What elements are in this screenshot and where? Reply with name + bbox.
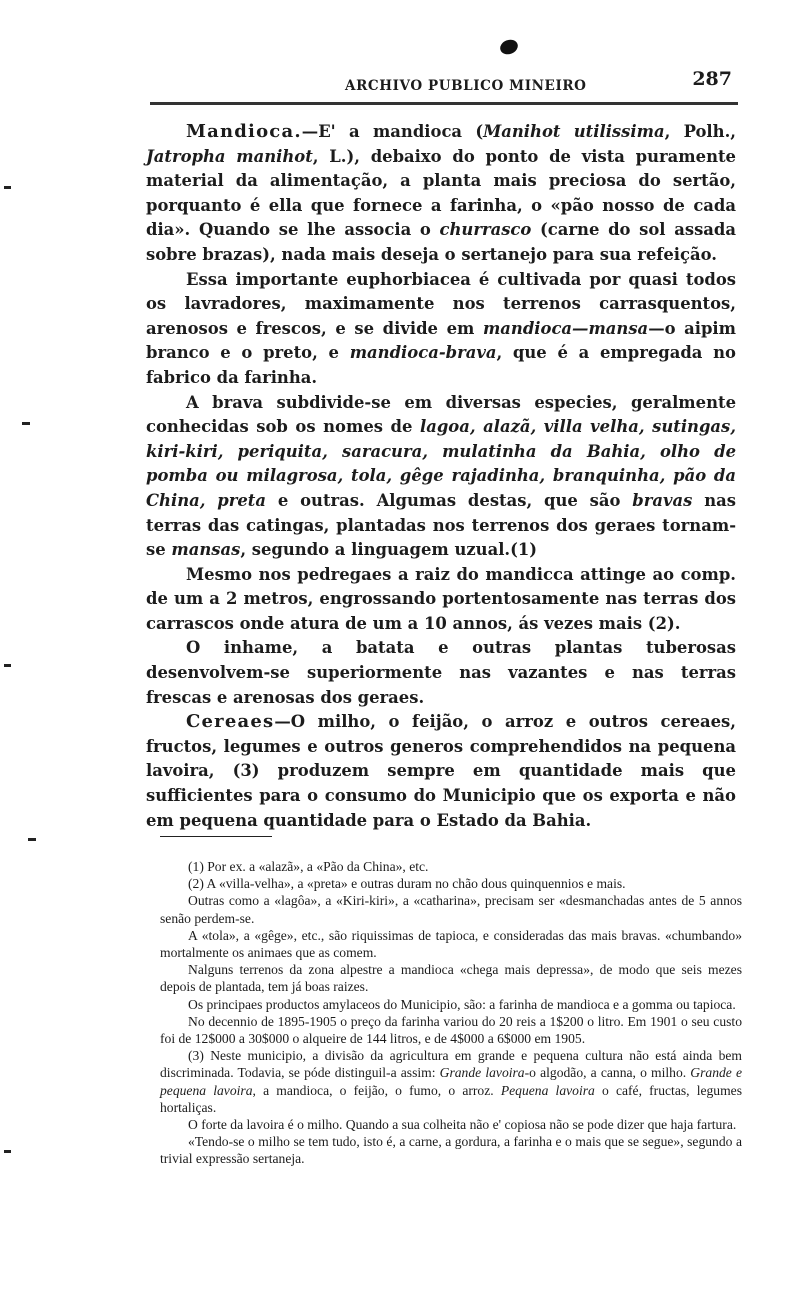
emphasized-term: Pequena lavoira bbox=[500, 1082, 595, 1098]
text-span: o café, fructas, legumes hortaliças. bbox=[160, 1082, 743, 1115]
footnote: Outras como a «lagôa», a «Kiri-kiri», a «catharina», precisam ser «desmanchadas antes de 5 annos senão perdem-se. bbox=[160, 893, 742, 926]
paragraph-inhame: O inhame, a batata e outras plantas tuberosas desenvolvem-se superiormente nas vazantes e nas terras frescas e arenosas dos geraes. bbox=[146, 638, 736, 707]
header-rule bbox=[150, 102, 738, 105]
text-span: (carne do sol assada sobre brazas), nada mais deseja o sertanejo para sua refeição. bbox=[146, 220, 736, 264]
text-span: (3) Neste municipio, a divisão da agricultura em grande e pequena cultura não está ainda bem discriminada. Todavia, se póde distinguil-a assim: bbox=[160, 1048, 742, 1081]
emphasized-term: Grande e pequena lavoira bbox=[160, 1065, 743, 1098]
emphasized-term: churrasco bbox=[439, 220, 532, 240]
footnote: Os principaes productos amylaceos do Municipio, são: a farinha de mandioca e a gomma ou tapioca. bbox=[188, 996, 736, 1012]
text-span: , que é a empregada no fabrico da farinha. bbox=[146, 343, 736, 387]
footnote: «Tendo-se o milho se tem tudo, isto é, a carne, a gordura, a farinha e o mais que se segue», segundo a trivial expressão sertaneja. bbox=[160, 1134, 742, 1167]
section-heading-cereaes: Cereaes bbox=[186, 711, 275, 733]
scan-edge-mark bbox=[4, 1150, 11, 1153]
footnote: A «tola», a «gêge», etc., são riquissimas de tapioca, e consideradas das mais bravas. «chumbando» mortalmente os animaes que as comem. bbox=[160, 927, 742, 961]
text-span: A brava subdivide-se em diversas especies, geralmente conhecidas sob os nomes de bbox=[146, 392, 736, 437]
emphasized-term: Grande lavoira bbox=[439, 1065, 525, 1081]
paragraph-brava-species bbox=[146, 391, 736, 563]
text-span: —O milho, o feijão, o arroz e outros cereaes, fructos, legumes e outros generos comprehendidos na pequena lavoira, (3) produzem sempre em quantidade mais que sufficientes para o consumo do Municipio que os exporta e não em pequena quantidade para o Estado da Bahia. bbox=[146, 712, 736, 830]
footnote: (1) Por ex. a «alazã», a «Pão da China», etc. bbox=[188, 859, 429, 874]
emphasized-term: mandioca-brava bbox=[349, 343, 497, 363]
scientific-name: Manihot utilissima bbox=[483, 122, 665, 141]
text-span: -o algodão, a canna, o milho. bbox=[524, 1065, 691, 1081]
footnote: Nalguns terrenos da zona alpestre a mandioca «chega mais depressa», de modo que seis mezes depois de plantada, tem já boas raizes. bbox=[160, 962, 742, 995]
paragraph-euphorbiacea bbox=[146, 268, 736, 391]
ink-blot bbox=[498, 37, 520, 56]
page-number: 287 bbox=[692, 68, 732, 90]
species-list: lagoa, alazã, villa velha, sutingas, kiri-kiri, periquita, saracura, mulatinha da Bahia, olho de pomba ou milagrosa, tola, gêge rajadinha, branquinha, pão da China, preta bbox=[146, 417, 736, 510]
scan-edge-mark bbox=[4, 664, 11, 667]
scan-edge-mark bbox=[22, 422, 30, 425]
footnote bbox=[160, 1047, 742, 1116]
scientific-name: Jatropha manihot bbox=[146, 146, 313, 166]
footnote-rule bbox=[160, 836, 272, 837]
emphasized-term: mandioca—mansa bbox=[482, 318, 649, 338]
text-span: , Polh., bbox=[664, 122, 736, 141]
emphasized-term: mansas bbox=[171, 540, 241, 560]
text-span: , L.), debaixo do ponto de vista puramente material da alimentação, a planta mais preciosa do sertão, porquanto é ella que fornece a farinha, o «pão nosso de cada dia». Quando se lhe associa o bbox=[146, 146, 736, 240]
text-span: —o aipim branco e o preto, e bbox=[146, 318, 736, 363]
paragraph-pedregaes: Mesmo nos pedregaes a raiz do mandicca attinge ao comp. de um a 2 metros, engrossando portentosamente nas terras dos carrascos onde atura de um a 10 annos, ás vezes mais (2). bbox=[146, 564, 736, 633]
section-heading-mandioca: Mandioca. bbox=[186, 121, 302, 142]
text-span: nas terras das catingas, plantadas nos terrenos dos geraes tornam-se bbox=[146, 490, 736, 560]
footnotes bbox=[160, 858, 742, 1168]
text-span: e outras. Algumas destas, que são bbox=[266, 490, 633, 510]
text-span: —E' a mandioca ( bbox=[301, 122, 484, 141]
footnote: No decennio de 1895-1905 o preço da farinha variou do 20 reis a 1$200 o litro. Em 1901 o seu custo foi de 12$000 a 30$000 o alqueire de 144 litros, e de 4$000 a 6$000 em 1905. bbox=[160, 1013, 742, 1047]
text-span: , segundo a linguagem uzual.(1) bbox=[240, 540, 538, 560]
text-span: , a mandioca, o feijão, o fumo, o arroz. bbox=[252, 1082, 501, 1098]
scan-edge-mark bbox=[28, 838, 36, 841]
page-header bbox=[150, 68, 740, 108]
paragraph-cereaes bbox=[146, 710, 736, 833]
scan-edge-mark bbox=[4, 186, 11, 189]
footnote: O forte da lavoira é o milho. Quando a sua colheita não e' copiosa não se pode dizer que haja fartura. bbox=[188, 1117, 737, 1133]
paragraph-mandioca bbox=[146, 120, 736, 268]
running-title: ARCHIVO PUBLICO MINEIRO bbox=[345, 78, 587, 94]
footnote: (2) A «villa-velha», a «preta» e outras duram no chão dous quinquennios e mais. bbox=[188, 876, 626, 892]
body-text bbox=[146, 120, 736, 833]
emphasized-term: bravas bbox=[632, 490, 693, 510]
text-span: Essa importante euphorbiacea é cultivada por quasi todos os lavradores, maximamente nos terrenos carrasquentos, arenosos e frescos, e se divide em bbox=[146, 269, 736, 338]
